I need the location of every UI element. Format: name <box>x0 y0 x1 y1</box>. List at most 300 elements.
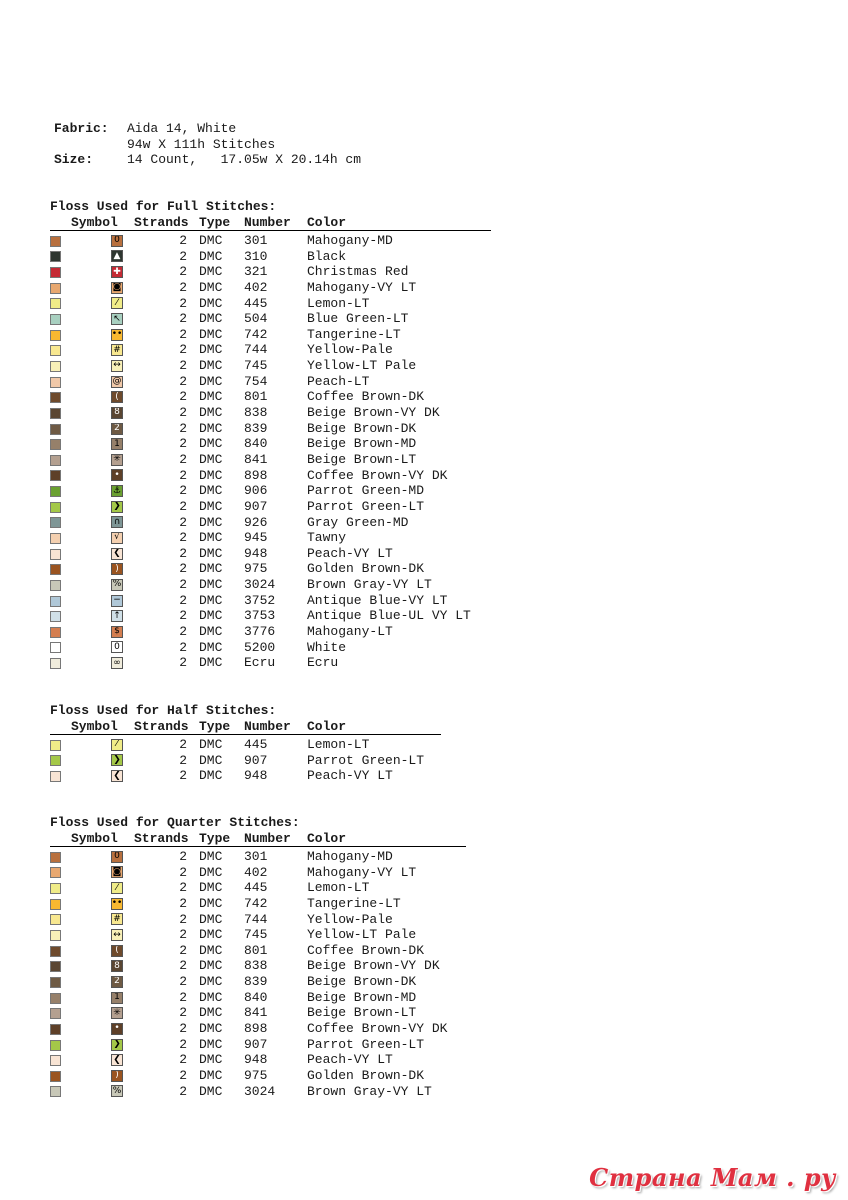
symbol-cell <box>70 501 134 513</box>
color-name: Mahogany-VY LT <box>307 864 417 880</box>
table-row <box>50 655 491 671</box>
color-name: Tangerine-LT <box>307 895 401 911</box>
type-value: DMC <box>199 342 223 358</box>
color-swatch <box>50 580 61 591</box>
symbol-cell <box>70 1070 134 1082</box>
color-name: Lemon-LT <box>307 737 370 752</box>
swatch-cell <box>50 235 70 247</box>
swatch-cell <box>50 610 70 622</box>
symbol-icon: ( <box>111 391 123 403</box>
strands-value: 2 <box>179 1021 187 1037</box>
header-number: Number <box>244 215 291 230</box>
number-value: 838 <box>244 958 268 974</box>
number-value: 301 <box>244 233 268 248</box>
swatch-cell <box>50 563 70 575</box>
strands-value: 2 <box>179 248 187 264</box>
strands-value: 2 <box>179 373 187 389</box>
symbol-cell <box>70 1007 134 1019</box>
type-value: DMC <box>199 1083 223 1099</box>
color-swatch <box>50 946 61 957</box>
color-swatch <box>50 740 61 751</box>
symbol-icon: # <box>111 344 123 356</box>
number-value: 744 <box>244 911 268 927</box>
header-strands: Strands <box>134 719 189 734</box>
symbol-cell <box>70 866 134 878</box>
symbol-cell <box>70 235 134 247</box>
number-value: 745 <box>244 358 268 374</box>
swatch-cell <box>50 1023 70 1035</box>
table-row <box>50 546 491 562</box>
color-swatch <box>50 852 61 863</box>
symbol-cell <box>70 882 134 894</box>
size-label: Size: <box>54 152 94 167</box>
table-header <box>50 215 491 231</box>
swatch-cell <box>50 1054 70 1066</box>
symbol-icon: •• <box>111 898 123 909</box>
color-name: Beige Brown-DK <box>307 974 417 990</box>
strands-value: 2 <box>179 279 187 295</box>
swatch-cell <box>50 770 70 782</box>
swatch-cell <box>50 1085 70 1097</box>
color-name: Coffee Brown-VY DK <box>307 467 448 483</box>
strands-value: 2 <box>179 752 187 768</box>
color-name: Tangerine-LT <box>307 326 401 342</box>
color-swatch <box>50 899 61 910</box>
symbol-icon: ❮ <box>111 1054 123 1066</box>
strands-value: 2 <box>179 1005 187 1021</box>
symbol-icon: ❮ <box>111 548 123 560</box>
section-title: Floss Used for Half Stitches: <box>50 703 277 718</box>
number-value: 301 <box>244 849 268 864</box>
color-name: Beige Brown-VY DK <box>307 405 440 421</box>
symbol-icon: 8 <box>111 407 123 419</box>
table-row <box>50 264 491 280</box>
strands-value: 2 <box>179 958 187 974</box>
table-row <box>50 233 491 249</box>
symbol-cell <box>70 641 134 653</box>
symbol-cell <box>70 1023 134 1035</box>
number-value: 948 <box>244 768 268 784</box>
header-number: Number <box>244 719 291 734</box>
number-value: 907 <box>244 498 268 514</box>
color-swatch <box>50 361 61 372</box>
color-swatch <box>50 533 61 544</box>
color-swatch <box>50 251 61 262</box>
symbol-cell <box>70 266 134 278</box>
type-value: DMC <box>199 974 223 990</box>
number-value: 744 <box>244 342 268 358</box>
color-name: Mahogany-MD <box>307 233 393 248</box>
swatch-cell <box>50 532 70 544</box>
strands-value: 2 <box>179 1083 187 1099</box>
header-symbol: Symbol <box>71 831 118 846</box>
symbol-icon: ) <box>111 1070 123 1082</box>
type-value: DMC <box>199 1005 223 1021</box>
header-symbol: Symbol <box>71 215 118 230</box>
symbol-cell <box>70 329 134 341</box>
color-swatch <box>50 330 61 341</box>
strands-value: 2 <box>179 530 187 546</box>
type-value: DMC <box>199 295 223 311</box>
header-color: Color <box>307 215 347 230</box>
half-stitches-section <box>50 703 441 784</box>
symbol-icon: • <box>111 1023 123 1035</box>
number-value: 402 <box>244 279 268 295</box>
number-value: 975 <box>244 561 268 577</box>
symbol-icon: ❮ <box>111 770 123 782</box>
number-value: 898 <box>244 1021 268 1037</box>
swatch-cell <box>50 945 70 957</box>
number-value: 3024 <box>244 577 276 593</box>
swatch-cell <box>50 882 70 894</box>
size-value: 14 Count, 17.05w X 20.14h cm <box>127 152 362 167</box>
color-name: Peach-VY LT <box>307 545 393 561</box>
color-name: Beige Brown-LT <box>307 1005 417 1021</box>
color-name: Lemon-LT <box>307 295 370 311</box>
color-name: Antique Blue-VY LT <box>307 592 448 608</box>
color-name: Yellow-Pale <box>307 342 393 358</box>
swatch-cell <box>50 391 70 403</box>
color-name: Tawny <box>307 530 347 546</box>
type-value: DMC <box>199 326 223 342</box>
symbol-icon: % <box>112 579 122 590</box>
swatch-cell <box>50 454 70 466</box>
number-value: 310 <box>244 248 268 264</box>
symbol-icon: 1 <box>111 992 123 1004</box>
table-row <box>50 327 491 343</box>
symbol-cell <box>70 929 134 941</box>
type-value: DMC <box>199 592 223 608</box>
table-row <box>50 561 491 577</box>
color-swatch <box>50 564 61 575</box>
table-row <box>50 593 491 609</box>
number-value: 898 <box>244 467 268 483</box>
number-value: 975 <box>244 1067 268 1083</box>
table-row <box>50 737 441 753</box>
symbol-icon: ❯ <box>111 501 123 513</box>
symbol-icon: 0 <box>111 641 123 653</box>
symbol-icon: ↖ <box>111 313 123 325</box>
symbol-cell <box>70 423 134 435</box>
swatch-cell <box>50 516 70 528</box>
symbol-cell <box>70 407 134 419</box>
symbol-cell <box>70 960 134 972</box>
swatch-cell <box>50 641 70 653</box>
header-symbol: Symbol <box>71 719 118 734</box>
table-row <box>50 1021 466 1037</box>
type-value: DMC <box>199 233 223 248</box>
strands-value: 2 <box>179 911 187 927</box>
table-row <box>50 1005 466 1021</box>
table-row <box>50 896 466 912</box>
symbol-cell <box>70 438 134 450</box>
number-value: 948 <box>244 1052 268 1068</box>
symbol-icon: 8 <box>111 960 123 972</box>
swatch-cell <box>50 754 70 766</box>
type-value: DMC <box>199 358 223 374</box>
fabric-value: Aida 14, White <box>127 121 237 136</box>
strands-value: 2 <box>179 1036 187 1052</box>
type-value: DMC <box>199 655 223 671</box>
table-row <box>50 865 466 881</box>
number-value: 3776 <box>244 624 276 640</box>
number-value: 754 <box>244 373 268 389</box>
symbol-cell <box>70 250 134 262</box>
symbol-icon: 0 <box>111 851 123 863</box>
type-value: DMC <box>199 577 223 593</box>
header-strands: Strands <box>134 831 189 846</box>
type-value: DMC <box>199 639 223 655</box>
color-swatch <box>50 1008 61 1019</box>
header-type: Type <box>199 719 231 734</box>
color-swatch <box>50 993 61 1004</box>
strands-value: 2 <box>179 545 187 561</box>
symbol-icon: ⁄ <box>111 882 123 894</box>
color-swatch <box>50 236 61 247</box>
type-value: DMC <box>199 849 223 864</box>
color-swatch <box>50 627 61 638</box>
table-row <box>50 1037 466 1053</box>
number-value: 3024 <box>244 1083 276 1099</box>
color-name: Golden Brown-DK <box>307 561 425 577</box>
strands-value: 2 <box>179 768 187 784</box>
strands-value: 2 <box>179 880 187 896</box>
number-value: 839 <box>244 420 268 436</box>
color-swatch <box>50 408 61 419</box>
swatch-cell <box>50 851 70 863</box>
color-swatch <box>50 377 61 388</box>
swatch-cell <box>50 898 70 910</box>
color-name: Christmas Red <box>307 264 409 280</box>
symbol-icon: @ <box>112 376 122 387</box>
swatch-cell <box>50 438 70 450</box>
symbol-icon: ↑ <box>111 610 123 622</box>
symbol-cell <box>70 391 134 403</box>
number-value: 907 <box>244 1036 268 1052</box>
strands-value: 2 <box>179 420 187 436</box>
number-value: 801 <box>244 942 268 958</box>
type-value: DMC <box>199 405 223 421</box>
strands-value: 2 <box>179 974 187 990</box>
strands-value: 2 <box>179 655 187 671</box>
table-row <box>50 358 491 374</box>
swatch-cell <box>50 960 70 972</box>
swatch-cell <box>50 866 70 878</box>
strands-value: 2 <box>179 927 187 943</box>
type-value: DMC <box>199 942 223 958</box>
symbol-icon: ✚ <box>111 266 123 278</box>
color-swatch <box>50 392 61 403</box>
color-name: Beige Brown-MD <box>307 989 417 1005</box>
color-swatch <box>50 1024 61 1035</box>
type-value: DMC <box>199 467 223 483</box>
symbol-icon: − <box>111 595 123 607</box>
color-name: Peach-VY LT <box>307 768 393 784</box>
symbol-icon: ❯ <box>111 754 123 766</box>
swatch-cell <box>50 282 70 294</box>
table-row <box>50 483 491 499</box>
swatch-cell <box>50 360 70 372</box>
color-swatch <box>50 314 61 325</box>
number-value: 745 <box>244 927 268 943</box>
color-swatch <box>50 1086 61 1097</box>
color-swatch <box>50 883 61 894</box>
color-name: Beige Brown-VY DK <box>307 958 440 974</box>
symbol-cell <box>70 563 134 575</box>
swatch-cell <box>50 626 70 638</box>
strands-value: 2 <box>179 483 187 499</box>
number-value: 3752 <box>244 592 276 608</box>
symbol-icon: 1 <box>111 438 123 450</box>
section-title: Floss Used for Full Stitches: <box>50 199 277 214</box>
type-value: DMC <box>199 389 223 405</box>
symbol-icon: $ <box>111 626 123 638</box>
color-swatch <box>50 977 61 988</box>
strands-value: 2 <box>179 608 187 624</box>
swatch-cell <box>50 1007 70 1019</box>
color-name: Beige Brown-MD <box>307 436 417 452</box>
table-row <box>50 880 466 896</box>
type-value: DMC <box>199 911 223 927</box>
type-value: DMC <box>199 1021 223 1037</box>
type-value: DMC <box>199 530 223 546</box>
number-value: Ecru <box>244 655 276 671</box>
table-row <box>50 640 491 656</box>
stitches-value: 94w X 111h Stitches <box>127 136 276 152</box>
stitches-row <box>54 137 361 153</box>
strands-value: 2 <box>179 639 187 655</box>
table-row <box>50 374 491 390</box>
type-value: DMC <box>199 451 223 467</box>
table-row <box>50 530 491 546</box>
strands-value: 2 <box>179 942 187 958</box>
swatch-cell <box>50 739 70 751</box>
strands-value: 2 <box>179 514 187 530</box>
table-row <box>50 753 441 769</box>
strands-value: 2 <box>179 233 187 248</box>
swatch-cell <box>50 485 70 497</box>
swatch-cell <box>50 1039 70 1051</box>
type-value: DMC <box>199 483 223 499</box>
number-value: 907 <box>244 752 268 768</box>
strands-value: 2 <box>179 342 187 358</box>
symbol-cell <box>70 485 134 497</box>
color-name: Peach-LT <box>307 373 370 389</box>
type-value: DMC <box>199 545 223 561</box>
type-value: DMC <box>199 264 223 280</box>
color-name: Beige Brown-LT <box>307 451 417 467</box>
type-value: DMC <box>199 608 223 624</box>
color-name: Yellow-Pale <box>307 911 393 927</box>
table-row <box>50 296 491 312</box>
swatch-cell <box>50 313 70 325</box>
type-value: DMC <box>199 737 223 752</box>
symbol-icon: ↔ <box>111 360 123 372</box>
symbol-icon: ✳ <box>111 454 123 466</box>
table-row <box>50 405 491 421</box>
table-row <box>50 624 491 640</box>
strands-value: 2 <box>179 498 187 514</box>
symbol-cell <box>70 344 134 356</box>
symbol-icon: ⚓ <box>112 485 122 496</box>
type-value: DMC <box>199 311 223 327</box>
swatch-cell <box>50 548 70 560</box>
swatch-cell <box>50 595 70 607</box>
color-swatch <box>50 914 61 925</box>
color-name: Golden Brown-DK <box>307 1067 425 1083</box>
color-swatch <box>50 517 61 528</box>
number-value: 321 <box>244 264 268 280</box>
color-swatch <box>50 930 61 941</box>
swatch-cell <box>50 929 70 941</box>
quarter-stitches-section <box>50 815 466 1099</box>
swatch-cell <box>50 579 70 591</box>
color-name: Parrot Green-LT <box>307 752 425 768</box>
color-swatch <box>50 1055 61 1066</box>
header-type: Type <box>199 831 231 846</box>
swatch-cell <box>50 423 70 435</box>
fabric-label: Fabric: <box>54 121 109 136</box>
swatch-cell <box>50 992 70 1004</box>
number-value: 5200 <box>244 639 276 655</box>
symbol-icon: ( <box>111 945 123 957</box>
color-swatch <box>50 867 61 878</box>
strands-value: 2 <box>179 577 187 593</box>
strands-value: 2 <box>179 1052 187 1068</box>
color-swatch <box>50 267 61 278</box>
header-number: Number <box>244 831 291 846</box>
color-swatch <box>50 439 61 450</box>
number-value: 945 <box>244 530 268 546</box>
color-swatch <box>50 345 61 356</box>
type-value: DMC <box>199 498 223 514</box>
header-color: Color <box>307 719 347 734</box>
header-type: Type <box>199 215 231 230</box>
symbol-icon: ⁄ <box>111 297 123 309</box>
strands-value: 2 <box>179 436 187 452</box>
symbol-icon: ) <box>111 563 123 575</box>
symbol-cell <box>70 1085 134 1097</box>
symbol-cell <box>70 548 134 560</box>
swatch-cell <box>50 913 70 925</box>
swatch-cell <box>50 329 70 341</box>
color-swatch <box>50 502 61 513</box>
number-value: 841 <box>244 451 268 467</box>
symbol-cell <box>70 739 134 751</box>
color-name: Beige Brown-DK <box>307 420 417 436</box>
symbol-icon: √ <box>111 532 123 544</box>
strands-value: 2 <box>179 326 187 342</box>
color-swatch <box>50 549 61 560</box>
number-value: 840 <box>244 989 268 1005</box>
type-value: DMC <box>199 248 223 264</box>
symbol-cell <box>70 1054 134 1066</box>
color-name: Brown Gray-VY LT <box>307 1083 432 1099</box>
symbol-cell <box>70 297 134 309</box>
number-value: 402 <box>244 864 268 880</box>
header-strands: Strands <box>134 215 189 230</box>
swatch-cell <box>50 266 70 278</box>
color-name: Coffee Brown-DK <box>307 389 425 405</box>
symbol-icon: 2 <box>111 976 123 988</box>
color-swatch <box>50 755 61 766</box>
strands-value: 2 <box>179 405 187 421</box>
color-name: Mahogany-MD <box>307 849 393 864</box>
symbol-cell <box>70 454 134 466</box>
header-color: Color <box>307 831 347 846</box>
swatch-cell <box>50 469 70 481</box>
size-row <box>54 152 361 168</box>
